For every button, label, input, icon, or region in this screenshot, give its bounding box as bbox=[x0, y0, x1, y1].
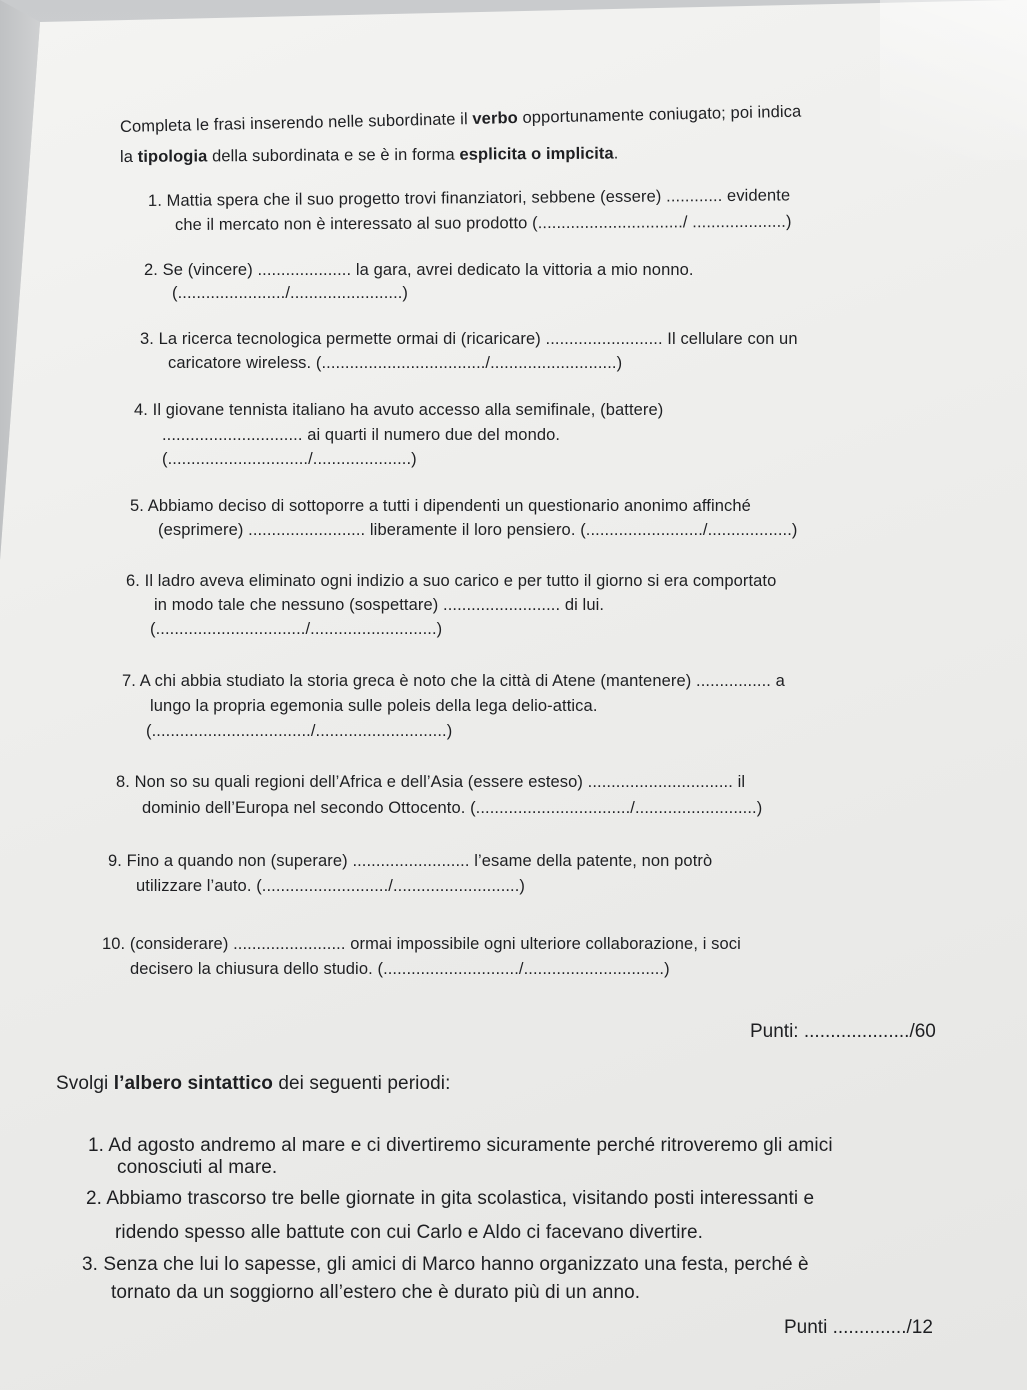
exercise2-score: Punti ............../12 bbox=[784, 1317, 933, 1338]
ex1-item7-line2: lungo la propria egemonia sulle poleis della lega delio-attica. bbox=[150, 697, 598, 715]
ex2-item3-line2: tornato da un soggiorno all’estero che è durato più di un anno. bbox=[111, 1282, 641, 1303]
ex2-item1-line1: 1. Ad agosto andremo al mare e ci divertiremo sicuramente perché ritroveremo gli amici bbox=[88, 1135, 833, 1156]
ex2-item2-line1: 2. Abbiamo trascorso tre belle giornate in gita scolastica, visitando posti interessanti e bbox=[86, 1188, 815, 1209]
instr-text: della subordinata e se è in forma bbox=[207, 145, 460, 166]
ex1-item7-line1: 7. A chi abbia studiato la storia greca è noto che la città di Atene (mantenere) ................ a bbox=[122, 672, 785, 690]
instr-text: Svolgi bbox=[56, 1073, 114, 1094]
ex1-item4-line2: .............................. ai quarti il numero due del mondo. bbox=[162, 426, 561, 444]
ex1-item9-line2: utilizzare l’auto. (.........................../...........................) bbox=[136, 877, 526, 895]
ex1-item4-line1: 4. Il giovane tennista italiano ha avuto accesso alla semifinale, (battere) bbox=[134, 401, 664, 419]
instr-bold-esplicita: esplicita o implicita bbox=[459, 144, 614, 164]
exercise1-score: Punti: ..................../60 bbox=[750, 1021, 936, 1042]
instr-text: . bbox=[613, 144, 619, 163]
ex1-item10-line2: decisero la chiusura dello studio. (............................./..............................) bbox=[130, 960, 670, 978]
instr-text: dei seguenti periodi: bbox=[272, 1073, 451, 1094]
exercise1-instructions-line2 bbox=[120, 145, 619, 167]
ex1-item2-line1: 2. Se (vincere) .................... la gara, avrei dedicato la vittoria a mio nonno. bbox=[144, 261, 694, 279]
ex1-item1-line1: 1. Mattia spera che il suo progetto trovi finanziatori, sebbene (essere) ............ evidente bbox=[147, 186, 791, 210]
ex1-item9-line1: 9. Fino a quando non (superare) ......................... l’esame della patente, non potrò bbox=[108, 852, 713, 870]
ex1-item1-line2: che il mercato non è interessato al suo prodotto (.............................../ ....................) bbox=[174, 212, 792, 234]
ex1-item2-line2: (......................./........................) bbox=[172, 284, 409, 302]
ex2-item2-line2: ridendo spesso alle battute con cui Carlo e Aldo ci facevano divertire. bbox=[115, 1222, 703, 1243]
ex1-item3-line2: caricatore wireless. (.................................../...........................) bbox=[168, 354, 623, 372]
instr-text: Completa le frasi inserendo nelle subordinate il bbox=[119, 110, 473, 136]
ex1-item5-line1: 5. Abbiamo deciso di sottoporre a tutti i dipendenti un questionario anonimo affinché bbox=[130, 497, 751, 515]
ex1-item4-line3: (............................../.....................) bbox=[162, 450, 417, 468]
instr-text: opportunamente coniugato; poi indica bbox=[517, 102, 802, 127]
ex1-item5-line2: (esprimere) ......................... liberamente il loro pensiero. (........................./..................) bbox=[158, 521, 798, 539]
ex1-item6-line1: 6. Il ladro aveva eliminato ogni indizio a suo carico e per tutto il giorno si era comportato bbox=[126, 572, 777, 590]
ex1-item3-line1: 3. La ricerca tecnologica permette ormai di (ricaricare) ......................... Il cellulare con un bbox=[140, 330, 798, 348]
instr-bold-albero: l’albero sintattico bbox=[113, 1073, 273, 1094]
ex2-item1-line2: conosciuti al mare. bbox=[117, 1157, 278, 1178]
instr-bold-tipologia: tipologia bbox=[137, 147, 208, 166]
ex1-item6-line3: (................................/...........................) bbox=[150, 620, 443, 638]
exercise2-instructions bbox=[56, 1073, 451, 1095]
paper-fold-highlight bbox=[880, 0, 1027, 160]
instr-bold-verbo: verbo bbox=[472, 108, 519, 129]
ex2-item3-line1: 3. Senza che lui lo sapesse, gli amici di Marco hanno organizzato una festa, perché è bbox=[82, 1254, 809, 1275]
ex1-item7-line3: (................................../............................) bbox=[146, 722, 453, 740]
instr-text: la bbox=[119, 147, 138, 166]
ex1-item8-line2: dominio dell’Europa nel secondo Ottocento. (................................./..........................) bbox=[142, 799, 763, 817]
ex1-item8-line1: 8. Non so su quali regioni dell’Africa e dell’Asia (essere esteso) ............................... il bbox=[116, 773, 746, 791]
ex1-item6-line2: in modo tale che nessuno (sospettare) ......................... di lui. bbox=[154, 596, 605, 614]
ex1-item10-line1: 10. (considerare) ........................ ormai impossibile ogni ulteriore collaborazione, i soci bbox=[102, 935, 741, 953]
